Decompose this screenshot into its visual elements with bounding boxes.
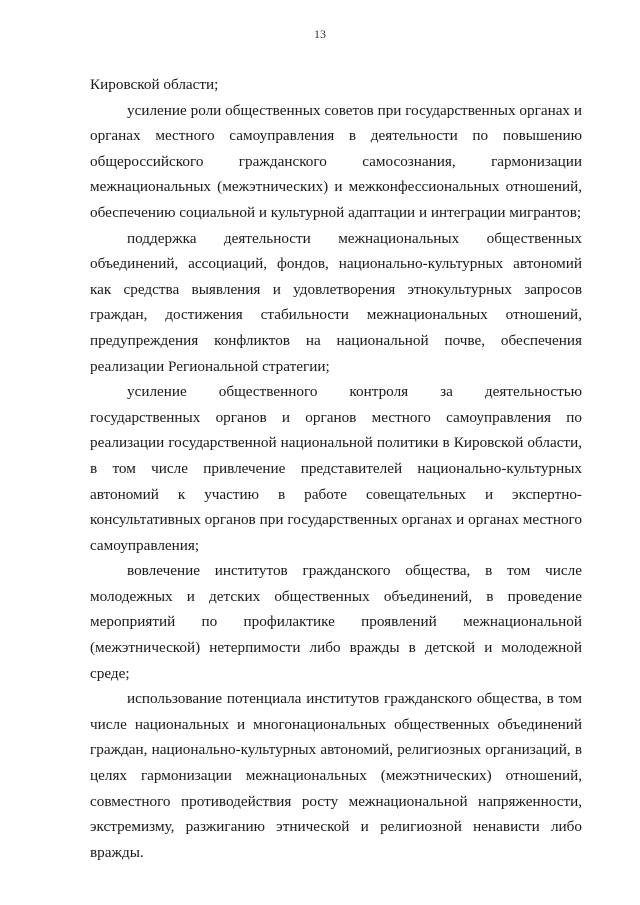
paragraph-support-associations: поддержка деятельности межнациональных общественных объединений, ассоциаций, фондов, национально-культурных автономий как средства выявления и удовлетворения этнокультурных запросов граждан, достижения стабильности межнациональных отношений, предупреждения конфликтов на национальной почве, обеспечения реализации Региональной стратегии; bbox=[90, 229, 582, 375]
paragraph-civil-society-potential: использование потенциала институтов гражданского общества, в том числе национальных и многонациональных общественных объединений граждан, национально-культурных автономий, религиозных организаций, в целях гармонизации межнациональных (межэтнических) отношений, совместного противодействия росту межнациональной напряженности, экстремизму, разжиганию этнической и религиозной ненависти либо вражды. bbox=[90, 690, 582, 861]
paragraph-public-councils: усиление роли общественных советов при государственных органах и органах местного самоуправления в деятельности по повышению общероссийского гражданского самосознания, гармонизации межнациональных (межэтнических) и межконфессиональных отношений, обеспечению социальной и культурной адаптации и интеграции мигрантов; bbox=[90, 101, 582, 221]
paragraph-continuation: Кировской области; bbox=[90, 76, 219, 93]
paragraph-public-control: усиление общественного контроля за деятельностью государственных органов и органов местного самоуправления по реализации государственной национальной политики в Кировской области, в том числе привлечение представителей национально-культурных автономий к участию в работе совещательных и экспертно-консультативных органов при государственных органах и органах местного самоуправления; bbox=[90, 383, 582, 554]
page-number: 13 bbox=[314, 27, 326, 41]
document-body bbox=[90, 72, 582, 865]
paragraph-youth-involvement: вовлечение институтов гражданского общества, в том числе молодежных и детских общественных объединений, в проведение мероприятий по профилактике проявлений межнациональной (межэтнической) нетерпимости либо вражды в детской и молодежной среде; bbox=[90, 562, 582, 682]
